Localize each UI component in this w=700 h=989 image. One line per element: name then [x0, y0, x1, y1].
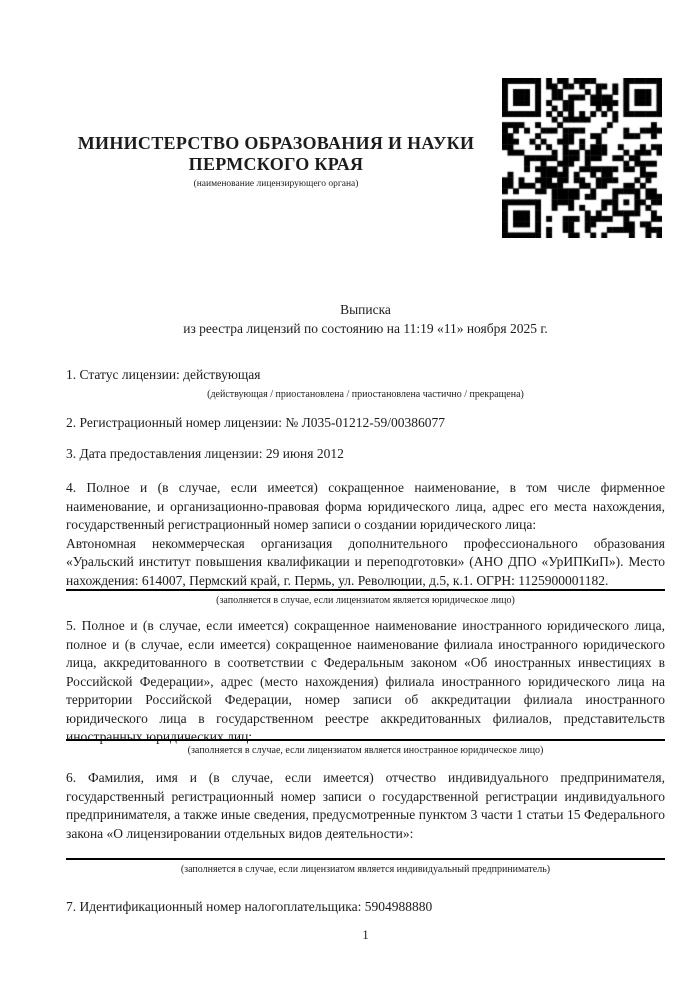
ministry-name-line1: МИНИСТЕРСТВО ОБРАЗОВАНИЯ И НАУКИ — [77, 133, 475, 153]
ministry-name-line2: ПЕРМСКОГО КРАЯ — [188, 154, 364, 174]
document-title-line1: Выписка — [340, 302, 391, 317]
license-grant-date: 3. Дата предоставления лицензии: 29 июня 2012 — [66, 446, 344, 461]
ministry-caption: (наименование лицензирующего органа) — [193, 179, 359, 189]
license-status-caption: (действующая / приостановлена / приостановлена частично / прекращена) — [207, 389, 524, 400]
legal-entity-label: 4. Полное и (в случае, если имеется) сокращенное наименование, в том числе фирменное наименование, и организационно-правовая форма юридического лица, адрес его места нахождения, государственный регистрационный номер записи о создании юридического лица: — [66, 480, 665, 532]
individual-entrepreneur-label: 6. Фамилия, имя и (в случае, если имеется) отчество индивидуального предпринимателя, государственный регистрационный номер записи о государственной регистрации индивидуального предпринимателя, а также иные сведения, предусмотренные пунктом 3 части 1 статьи 15 Федерального закона «О лицензировании отдельных видов деятельности»: — [66, 770, 665, 841]
qr-code-icon — [502, 78, 662, 238]
license-status: 1. Статус лицензии: действующая — [66, 367, 261, 382]
license-reg-number: 2. Регистрационный номер лицензии: № Л035-01212-59/00386077 — [66, 415, 446, 430]
foreign-entity-label: 5. Полное и (в случае, если имеется) сокращенное наименование иностранного юридического лица, полное и (в случае, если имеется) сокращенное наименование филиала иностранного юридического лица, аккредитованного в соответствии с Федеральным законом «Об иностранных инвестициях в Российской Федерации», адрес (место нахождения) филиала иностранного юридического лица на территории Российской Федерации, номер записи об аккредитации филиала иностранного юридического лица в государственном реестре аккредитованных филиалов, представительств иностранных юридических лиц: — [66, 618, 665, 744]
legal-entity-caption: (заполняется в случае, если лицензиатом является юридическое лицо) — [216, 595, 515, 606]
individual-entrepreneur-caption: (заполняется в случае, если лицензиатом является индивидуальный предприниматель) — [180, 864, 551, 875]
individual-entrepreneur-section — [66, 769, 665, 843]
foreign-entity-caption: (заполняется в случае, если лицензиатом является иностранное юридическое лицо) — [187, 745, 544, 756]
fill-in-line-individual — [66, 858, 665, 860]
fill-in-line-foreign-entity — [66, 739, 665, 741]
ministry-header — [56, 133, 496, 191]
legal-entity-value: Автономная некоммерческая организация дополнительного профессионального образования «Уральский институт повышения квалификации и переподготовки» (АНО ДПО «УрИПКиП»). Место нахождения: 614007, Пермский край, г. Пермь, ул. Революции, д.5, к.1. ОГРН: 1125900001182. — [66, 535, 665, 588]
fill-in-line-legal-entity — [66, 589, 665, 591]
foreign-entity-section — [66, 617, 665, 747]
document-title — [66, 300, 665, 338]
taxpayer-inn: 7. Идентификационный номер налогоплательщика: 5904988880 — [66, 899, 433, 914]
document-title-line2: из реестра лицензий по состоянию на 11:19 «11» ноября 2025 г. — [183, 321, 548, 336]
page-number: 1 — [362, 928, 369, 942]
legal-entity-section — [66, 479, 665, 590]
